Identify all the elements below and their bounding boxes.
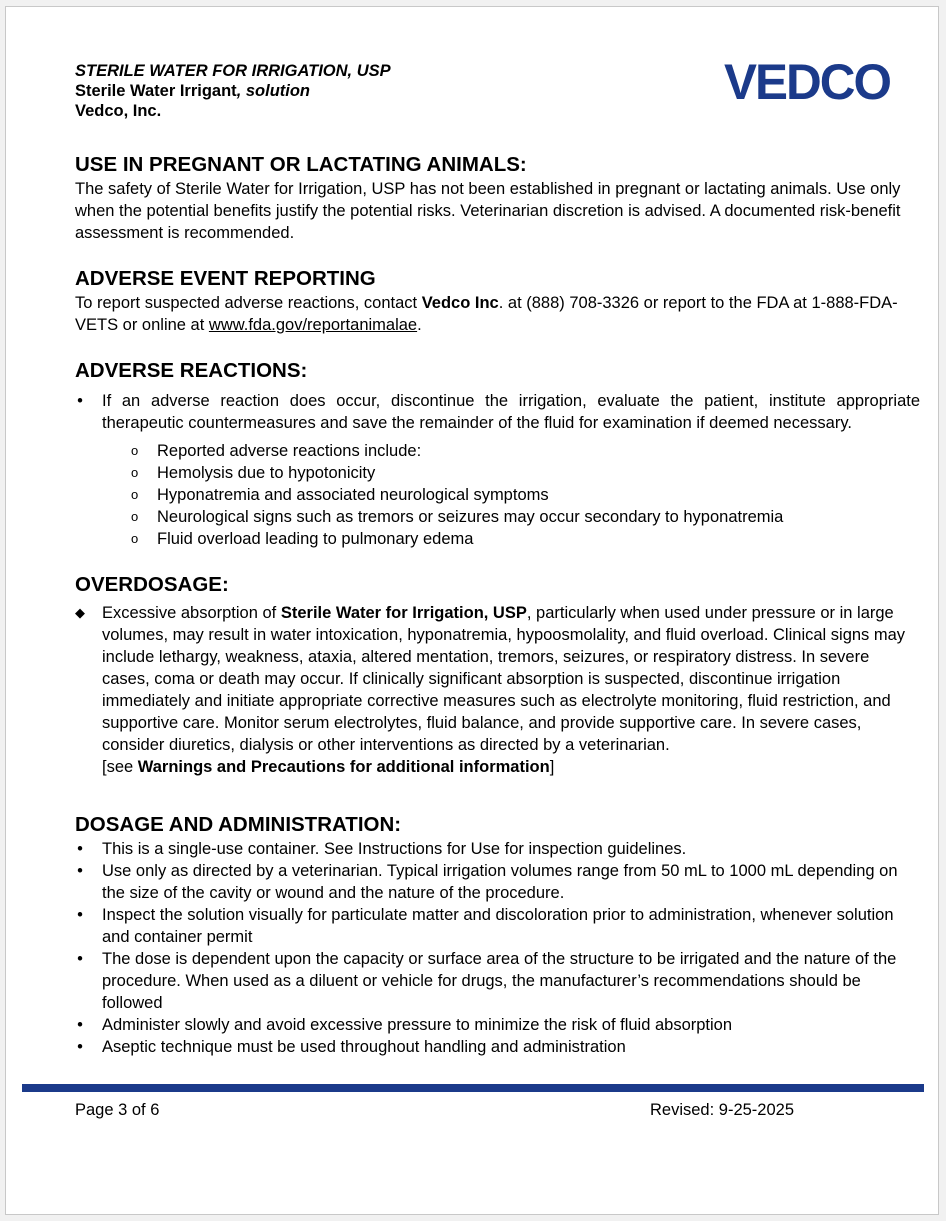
sub-list-item	[102, 440, 920, 462]
bullet-list	[75, 390, 920, 550]
bullet-icon: •	[77, 950, 83, 968]
footer-divider	[22, 1084, 924, 1092]
list-item-text: The dose is dependent upon the capacity or surface area of the structure to be irrigated and the nature of the procedure. When used as a diluent or vehicle for drugs, the manufacturer’s recommendations should be followed	[102, 950, 897, 1012]
list-item-text: Administer slowly and avoid excessive pressure to minimize the risk of fluid absorption	[102, 1016, 733, 1034]
section-overdosage	[75, 572, 920, 778]
list-item	[75, 1014, 920, 1036]
subtitle-main: Sterile Water Irrigant	[75, 82, 237, 100]
circle-bullet-icon: o	[131, 531, 139, 546]
bullet-list	[75, 838, 920, 1058]
sub-list-item	[102, 462, 920, 484]
sub-item-text: Hyponatremia and associated neurological symptoms	[157, 486, 549, 504]
circle-bullet-icon: o	[131, 509, 139, 524]
svg-text:VEDCO: VEDCO	[724, 56, 891, 106]
bullet-icon: •	[77, 840, 83, 858]
text: .	[417, 316, 422, 334]
sub-list-item	[102, 484, 920, 506]
page-number: Page 3 of 6	[75, 1101, 160, 1119]
list-item-text: This is a single-use container. See Instructions for Use for inspection guidelines.	[102, 840, 687, 858]
subtitle-italic: , solution	[236, 82, 311, 100]
sub-list	[102, 440, 920, 550]
text: Excessive absorption of	[102, 604, 281, 622]
section-adverse-reactions	[75, 358, 920, 550]
sub-item-text: Reported adverse reactions include:	[157, 442, 422, 460]
list-item	[75, 1036, 920, 1058]
section-body: The safety of Sterile Water for Irrigation, USP has not been established in pregnant or lactating animals. Use only when the potential benefits justify the potential risks. Veterinarian discretion is advised. A documented risk-benefit assessment is recommended.	[75, 180, 901, 242]
text: , particularly when used under pressure or in large volumes, may result in water intoxication, hyponatremia, hypoosmolality, and fluid overload. Clinical signs may include lethargy, weakness, ataxia, altered mentation, tremors, seizures, or respiratory distress. In severe cases, coma or death may occur. If clinically significant absorption is suspected, discontinue irrigation immediately and initiate appropriate corrective measures such as electrolyte monitoring, fluid restriction, and supportive care. Monitor serum electrolytes, fluid balance, and provide supportive care. In severe cases, consider diuretics, dialysis or other interventions as directed by a veterinarian.	[102, 604, 906, 754]
overdosage-text	[102, 602, 920, 778]
section-pregnant-lactating	[75, 152, 920, 244]
list-item	[75, 904, 920, 948]
bullet-icon: •	[77, 906, 83, 924]
bullet-icon: •	[77, 862, 83, 880]
list-item	[75, 390, 920, 550]
circle-bullet-icon: o	[131, 465, 139, 480]
section-dosage-administration	[75, 812, 920, 1058]
product-title: STERILE WATER FOR IRRIGATION, USP	[75, 62, 391, 80]
list-item	[75, 860, 920, 904]
text: To report suspected adverse reactions, contact	[75, 294, 422, 312]
sub-item-text: Neurological signs such as tremors or seizures may occur secondary to hyponatremia	[157, 508, 784, 526]
section-heading: ADVERSE REACTIONS:	[75, 359, 308, 382]
text: . at (888) 708-3326 or report to the FDA at 1-888-FDA-VETS or online at	[75, 294, 898, 334]
overdosage-item	[75, 602, 920, 778]
company-bold: Vedco Inc	[421, 294, 499, 312]
revision-date: Revised: 9-25-2025	[650, 1101, 795, 1119]
bullet-icon: •	[77, 392, 83, 410]
sub-item-text: Hemolysis due to hypotonicity	[157, 464, 376, 482]
sub-list-item	[102, 528, 920, 550]
section-adverse-event-reporting	[75, 266, 920, 336]
circle-bullet-icon: o	[131, 487, 139, 502]
section-heading: USE IN PREGNANT OR LACTATING ANIMALS:	[75, 153, 527, 176]
fda-report-link[interactable]: www.fda.gov/reportanimalae	[208, 316, 418, 334]
list-item-text: Inspect the solution visually for particulate matter and discoloration prior to administration, whenever solution and container permit	[102, 906, 894, 946]
section-body	[75, 292, 920, 336]
circle-bullet-icon: o	[131, 443, 139, 458]
list-item-text: Aseptic technique must be used throughout handling and administration	[102, 1038, 626, 1056]
text: ]	[549, 758, 555, 776]
list-item	[75, 838, 920, 860]
product-bold: Sterile Water for Irrigation, USP	[280, 604, 527, 622]
bullet-icon: •	[77, 1016, 83, 1034]
document-body	[75, 152, 920, 1080]
section-heading: DOSAGE AND ADMINISTRATION:	[75, 813, 402, 836]
sub-item-text: Fluid overload leading to pulmonary edema	[157, 530, 474, 548]
section-heading: OVERDOSAGE:	[75, 573, 229, 596]
text: [see	[102, 758, 138, 776]
company-name: Vedco, Inc.	[75, 102, 162, 120]
list-item	[75, 948, 920, 1014]
bullet-icon: •	[77, 1038, 83, 1056]
diamond-bullet-icon: ◆	[75, 605, 85, 620]
list-item-text: Use only as directed by a veterinarian. Typical irrigation volumes range from 50 mL to 1000 mL depending on the size of the cavity or wound and the nature of the procedure.	[102, 862, 898, 902]
list-item-text: If an adverse reaction does occur, discontinue the irrigation, evaluate the patient, institute appropriate therapeutic countermeasures and save the remainder of the fluid for examination if deemed necessary.	[102, 392, 920, 432]
cross-reference-bold: Warnings and Precautions for additional information	[137, 758, 550, 776]
sub-list-item	[102, 506, 920, 528]
section-heading: ADVERSE EVENT REPORTING	[75, 267, 376, 290]
